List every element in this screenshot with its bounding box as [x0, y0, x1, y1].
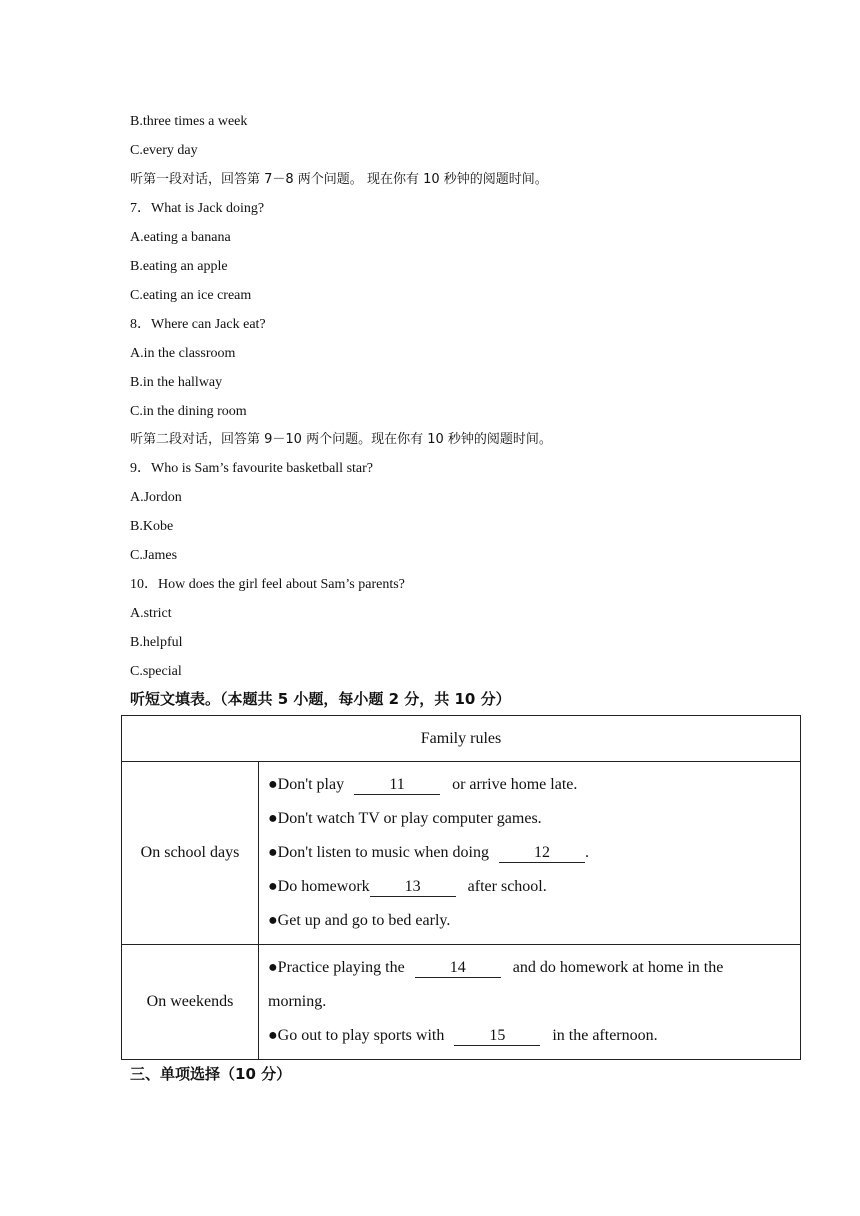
blank-14[interactable]: 14: [415, 959, 501, 978]
question-9: 9．Who is Sam’s favourite basketball star?: [130, 461, 373, 476]
rule-row: [268, 836, 800, 870]
rule-text: ●Do homework: [268, 878, 370, 895]
rule-text: ●Practice playing the: [268, 959, 405, 976]
rule-row: [268, 1019, 800, 1053]
rule-row: [268, 768, 800, 802]
question-9-option-a: A.Jordon: [130, 490, 182, 505]
rule-row: morning.: [268, 993, 327, 1010]
blank-12[interactable]: 12: [499, 844, 585, 863]
rule-text: .: [584, 844, 589, 861]
option-b-frequency: B.three times a week: [130, 114, 248, 129]
school-days-rules: [259, 762, 801, 945]
table-title: Family rules: [122, 716, 801, 762]
question-7: 7．What is Jack doing?: [130, 201, 265, 216]
rule-row: ●Don't watch TV or play computer games.: [268, 810, 542, 827]
rule-row: ●Get up and go to bed early.: [268, 912, 451, 929]
weekends-label: On weekends: [122, 945, 259, 1060]
family-rules-table: [121, 715, 801, 1060]
blank-11[interactable]: 11: [354, 776, 440, 795]
rule-text: ●Don't listen to music when doing: [268, 844, 489, 861]
question-10-option-a: A.strict: [130, 606, 172, 621]
question-8-option-a: A.in the classroom: [130, 346, 236, 361]
question-10-option-c: C.special: [130, 664, 182, 679]
school-days-label: On school days: [122, 762, 259, 945]
rule-row: [268, 951, 800, 985]
dialogue-1-instruction: 听第一段对话，回答第 7－8 两个问题。 现在你有 10 秒钟的阅题时间。: [130, 172, 548, 187]
rule-text: in the afternoon.: [552, 1027, 658, 1044]
question-10: 10．How does the girl feel about Sam’s parents?: [130, 577, 405, 592]
question-9-option-b: B.Kobe: [130, 519, 174, 534]
rule-text: after school.: [467, 878, 547, 895]
section-3-heading: 三、单项选择（10 分）: [130, 1065, 292, 1083]
dialogue-2-instruction: 听第二段对话，回答第 9－10 两个问题。现在你有 10 秒钟的阅题时间。: [130, 432, 552, 447]
rule-text: or arrive home late.: [452, 776, 578, 793]
question-10-option-b: B.helpful: [130, 635, 183, 650]
blank-15[interactable]: 15: [454, 1027, 540, 1046]
section-heading-listening-table: 听短文填表。（本题共 5 小题，每小题 2 分，共 10 分）: [130, 690, 511, 708]
rule-text: ●Go out to play sports with: [268, 1027, 445, 1044]
weekends-rules: [259, 945, 801, 1060]
blank-13[interactable]: 13: [370, 878, 456, 897]
rule-text: and do homework at home in the: [512, 959, 724, 976]
question-9-option-c: C.James: [130, 548, 178, 563]
option-c-frequency: C.every day: [130, 143, 198, 158]
rule-text: ●Don't play: [268, 776, 345, 793]
question-7-option-b: B.eating an apple: [130, 259, 228, 274]
question-8-option-b: B.in the hallway: [130, 375, 223, 390]
question-8-option-c: C.in the dining room: [130, 404, 247, 419]
rule-row: [268, 870, 800, 904]
question-7-option-a: A.eating a banana: [130, 230, 231, 245]
question-7-option-c: C.eating an ice cream: [130, 288, 252, 303]
question-8: 8．Where can Jack eat?: [130, 317, 266, 332]
